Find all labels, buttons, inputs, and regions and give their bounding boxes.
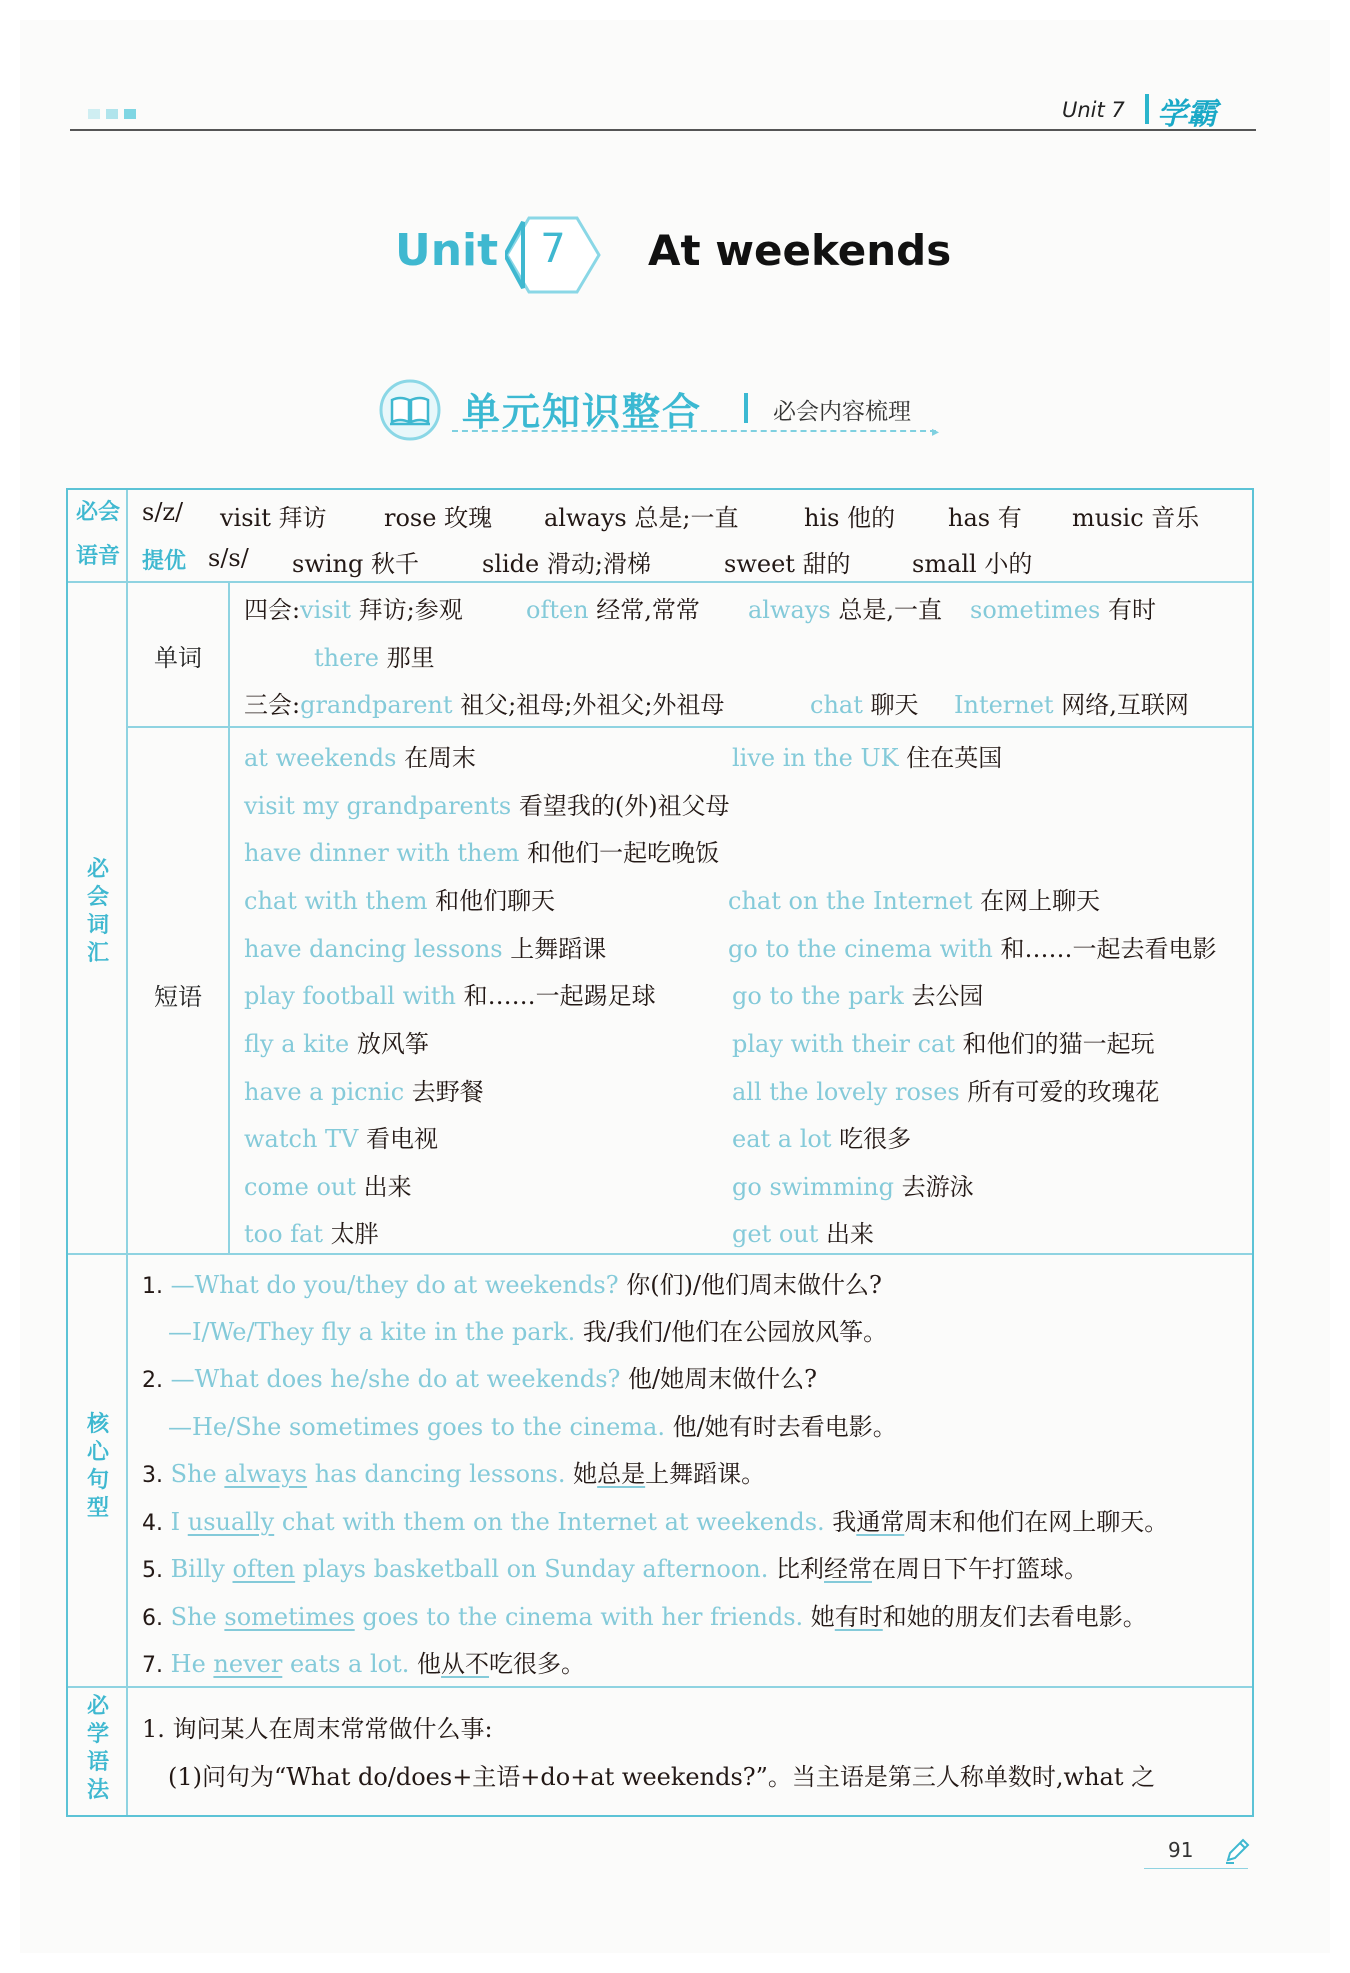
row-divider — [68, 581, 1252, 583]
sentence-item: 7. He never eats a lot. 他从不吃很多。 — [142, 1650, 586, 1678]
header-square — [124, 109, 136, 119]
header-brand: 学霸 — [1157, 97, 1217, 132]
header-rule — [70, 129, 1256, 131]
sentence-item: 5. Billy often plays basketball on Sunday afternoon. 比利经常在周日下午打篮球。 — [142, 1555, 1088, 1583]
phrase-item: get out 出来 — [732, 1220, 875, 1248]
vocab-label-char: 词 — [86, 913, 109, 938]
phrase-item: come out 出来 — [244, 1173, 412, 1201]
phonics-sound-sz: s/z/ — [142, 498, 184, 526]
phonics-word: music 音乐 — [1072, 504, 1200, 532]
vocab-label-char: 汇 — [86, 941, 109, 966]
phonics-label-bottom: 语音 — [75, 544, 120, 569]
section-subtitle: 必会内容梳理 — [773, 399, 911, 425]
phonics-word: has 有 — [948, 504, 1022, 532]
sentence-item: 1. —What do you/they do at weekends? 你(们)/他们周末做什么? — [142, 1271, 882, 1299]
word-item: always 总是,一直 — [748, 596, 942, 624]
phonics-word: rose 玫瑰 — [384, 504, 493, 532]
grammar-label-char: 学 — [86, 1722, 109, 1747]
phrase-item: have dancing lessons 上舞蹈课 — [244, 935, 607, 963]
header-unit-label: Unit 7 — [1062, 98, 1125, 122]
phonics-word: sweet 甜的 — [724, 550, 851, 578]
four-skill-words: 四会:visit 拜访;参观 — [244, 596, 463, 624]
phrase-item: play football with 和……一起踢足球 — [244, 982, 656, 1010]
phonics-word: swing 秋千 — [292, 550, 419, 578]
row-divider — [128, 726, 1252, 728]
phrase-item: have a picnic 去野餐 — [244, 1078, 484, 1106]
section-dotted-rule — [452, 430, 936, 432]
section-divider — [744, 393, 748, 423]
grammar-point: 1. 询问某人在周末常常做什么事: — [142, 1715, 493, 1743]
tip-label: 提优 — [142, 549, 187, 574]
phonics-word: his 他的 — [804, 504, 896, 532]
page-number-rule — [1144, 1868, 1248, 1869]
phonics-word: small 小的 — [912, 550, 1033, 578]
header-divider — [1145, 94, 1149, 124]
word-item: sometimes 有时 — [970, 596, 1156, 624]
grammar-label-char: 法 — [86, 1778, 109, 1803]
words-label: 单词 — [154, 644, 202, 672]
phrase-item: go to the cinema with 和……一起去看电影 — [728, 935, 1217, 963]
word-item: often 经常,常常 — [526, 596, 700, 624]
phrase-item: have dinner with them 和他们一起吃晚饭 — [244, 839, 720, 867]
word-item: chat 聊天 — [810, 691, 919, 719]
sentences-label-char: 心 — [86, 1440, 109, 1465]
vocab-label-char: 会 — [86, 885, 109, 910]
sentence-item: —He/She sometimes goes to the cinema. 他/她有时去看电影。 — [168, 1413, 897, 1441]
phrase-item: all the lovely roses 所有可爱的玫瑰花 — [732, 1078, 1160, 1106]
sentence-item: 2. —What does he/she do at weekends? 他/她周末做什么? — [142, 1365, 817, 1393]
phrase-item: at weekends 在周末 — [244, 744, 477, 772]
phrase-item: chat on the Internet 在网上聊天 — [728, 887, 1101, 915]
header-square — [106, 109, 118, 119]
row-divider — [68, 1686, 1252, 1688]
section-title: 单元知识整合 — [462, 390, 703, 434]
phonics-word: slide 滑动;滑梯 — [482, 550, 651, 578]
row-divider — [68, 1253, 1252, 1255]
unit-word: Unit — [395, 225, 499, 276]
sentence-item: 3. She always has dancing lessons. 她总是上舞蹈课。 — [142, 1460, 766, 1488]
unit-number: 7 — [540, 226, 566, 272]
phrase-item: go swimming 去游泳 — [732, 1173, 974, 1201]
book-icon — [378, 378, 442, 442]
phrases-label: 短语 — [154, 983, 202, 1011]
arrow-icon: ▸ — [932, 424, 940, 440]
sentences-label-char: 核 — [86, 1412, 109, 1437]
phonics-sound-ss: s/s/ — [208, 544, 249, 572]
sentences-label-char: 型 — [86, 1496, 109, 1521]
phrase-item: visit my grandparents 看望我的(外)祖父母 — [244, 792, 730, 820]
word-item: there 那里 — [314, 644, 435, 672]
sentences-label-char: 句 — [86, 1468, 109, 1493]
phrase-item: go to the park 去公园 — [732, 982, 984, 1010]
phrase-item: chat with them 和他们聊天 — [244, 887, 556, 915]
grammar-label-char: 必 — [86, 1694, 109, 1719]
phrase-item: live in the UK 住在英国 — [732, 744, 1003, 772]
phrase-item: watch TV 看电视 — [244, 1125, 439, 1153]
phrase-item: fly a kite 放风筝 — [244, 1030, 429, 1058]
page-number: 91 — [1168, 1838, 1194, 1862]
phonics-word: visit 拜访 — [220, 504, 327, 532]
column-divider — [126, 490, 128, 1815]
sentence-item: —I/We/They fly a kite in the park. 我/我们/他们在公园放风筝。 — [168, 1318, 888, 1346]
phonics-label-top: 必会 — [75, 500, 120, 525]
sentence-item: 4. I usually chat with them on the Internet at weekends. 我通常周末和他们在网上聊天。 — [142, 1508, 1169, 1536]
column-divider — [228, 581, 230, 1253]
header-square — [88, 109, 100, 119]
word-item: Internet 网络,互联网 — [954, 691, 1189, 719]
three-skill-words: 三会:grandparent 祖父;祖母;外祖父;外祖母 — [244, 691, 725, 719]
grammar-label-char: 语 — [86, 1750, 109, 1775]
summary-table — [66, 488, 1254, 1817]
phrase-item: eat a lot 吃很多 — [732, 1125, 912, 1153]
vocab-label-char: 必 — [86, 857, 109, 882]
grammar-subpoint: (1)问句为“What do/does+主语+do+at weekends?”。当主语是第三人称单数时,what 之 — [168, 1763, 1156, 1791]
unit-title: At weekends — [648, 226, 952, 275]
pencil-icon — [1222, 1836, 1252, 1866]
phrase-item: play with their cat 和他们的猫一起玩 — [732, 1030, 1155, 1058]
phonics-word: always 总是;一直 — [544, 504, 739, 532]
phrase-item: too fat 太胖 — [244, 1220, 379, 1248]
sentence-item: 6. She sometimes goes to the cinema with her friends. 她有时和她的朋友们去看电影。 — [142, 1603, 1147, 1631]
